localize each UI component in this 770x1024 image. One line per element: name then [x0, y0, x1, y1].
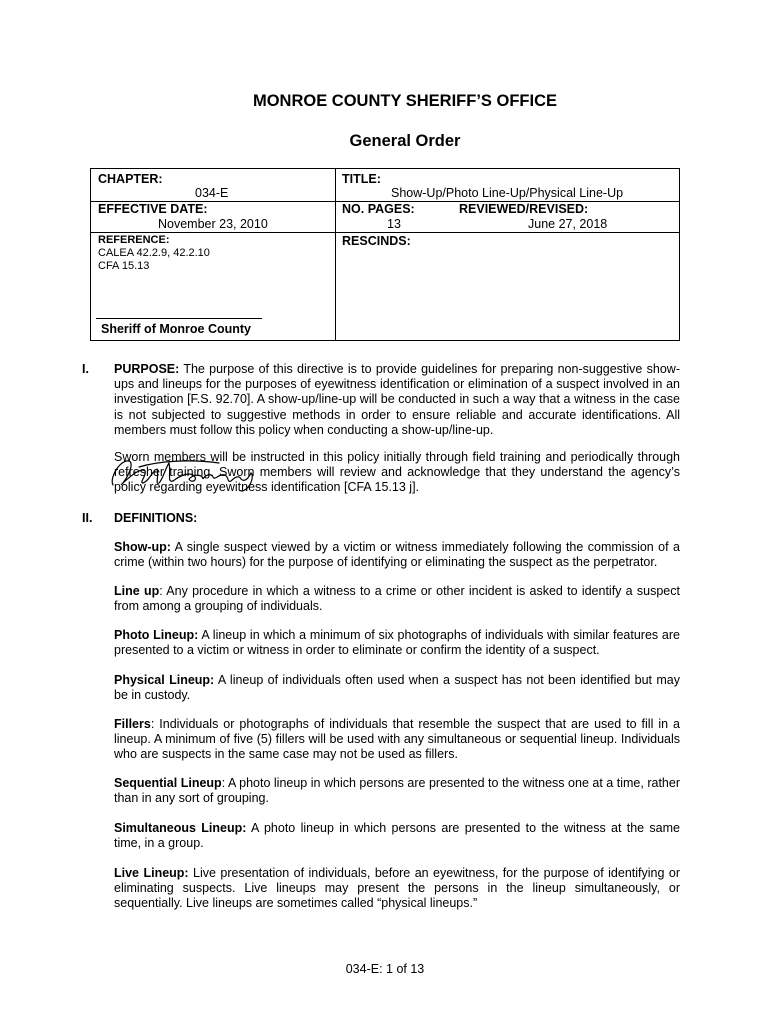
- definition-text: : A photo lineup in which persons are presented to the witness one at a time, rather than in any sort of grouping.: [114, 776, 681, 806]
- purpose-text: The purpose of this directive is to provide guidelines for preparing non-suggestive show-ups and lineups for the purposes of eyewitness identification or elimination of a suspect involved in an investigation [F.S. 92.70]. A show-up/line-up will be conducted in such a way that a witness in the case is not subjected to suggestive methods in order to ensure reliable and accurate identifications. All members must follow this policy when conducting a show-up/line-up.: [114, 362, 680, 437]
- definition-fillers: [114, 717, 680, 763]
- chapter-label: CHAPTER:: [98, 172, 163, 186]
- definition-term: Sequential Lineup: [114, 776, 222, 790]
- definition-term: Physical Lineup:: [114, 673, 215, 687]
- pages-label: NO. PAGES:: [342, 202, 415, 216]
- definition-photo-lineup: [114, 628, 680, 658]
- reference-line-1: CALEA 42.2.9, 42.2.10: [98, 247, 210, 259]
- definition-lineup: [114, 584, 680, 614]
- definition-term: Photo Lineup:: [114, 628, 199, 642]
- section-number: I.: [82, 362, 89, 376]
- definition-text: A photo lineup in which persons are presented to the witness at the same time, in a group.: [114, 821, 680, 851]
- definition-term: Live Lineup:: [114, 866, 189, 880]
- definition-text: : Individuals or photographs of individuals that resemble the suspect that are used to fill in a lineup. A minimum of five (5) fillers will be used with any simultaneous or sequential lineup. Individuals who are suspects in the same case may not be used as fillers.: [114, 717, 680, 762]
- definition-physical-lineup: [114, 673, 680, 703]
- definition-sequential-lineup: [114, 776, 680, 806]
- chapter-value: 034-E: [195, 186, 229, 200]
- reviewed-label: REVIEWED/REVISED:: [459, 202, 589, 216]
- purpose-label: PURPOSE:: [114, 362, 180, 376]
- section-number: II.: [82, 511, 93, 525]
- signature-line: [96, 318, 262, 319]
- reference-label: REFERENCE:: [98, 234, 170, 246]
- definition-text: A lineup in which a minimum of six photographs of individuals with similar features are presented to a victim or witness in order to eliminate or confirm the identity of a suspect.: [114, 628, 680, 658]
- definition-simultaneous-lineup: [114, 821, 680, 851]
- signature-caption: Sheriff of Monroe County: [101, 322, 251, 336]
- page-number: 034-E: 1 of 13: [345, 962, 425, 976]
- definition-showup: [114, 540, 680, 570]
- table-divider: [91, 232, 679, 233]
- definition-term: Fillers: [114, 717, 151, 731]
- table-divider: [335, 169, 336, 340]
- definition-term: Line up: [114, 584, 160, 598]
- rescinds-label: RESCINDS:: [342, 234, 411, 248]
- reference-line-2: CFA 15.13: [98, 260, 150, 272]
- definition-text: Live presentation of individuals, before an eyewitness, for the purpose of identifying or eliminating suspects. Live lineups may present the persons in the lineup simultaneously, or sequentially. Live lineups are sometimes called “physical lineups.”: [114, 866, 680, 911]
- definition-term: Show-up:: [114, 540, 171, 554]
- definitions-heading: DEFINITIONS:: [114, 511, 198, 525]
- definition-text: A single suspect viewed by a victim or witness immediately following the commission of a crime (within two hours) for the purpose of identifying or eliminating the suspect as the perpetrator.: [114, 540, 680, 570]
- definition-live-lineup: [114, 866, 680, 912]
- definition-text: A lineup of individuals often used when a suspect has not been identified but may be in custody.: [114, 673, 680, 703]
- title-label: TITLE:: [342, 172, 381, 186]
- reviewed-value: June 27, 2018: [528, 217, 608, 231]
- pages-value: 13: [387, 217, 401, 231]
- purpose-paragraph: [114, 362, 680, 438]
- effective-date-value: November 23, 2010: [158, 217, 268, 231]
- definition-term: Simultaneous Lineup:: [114, 821, 247, 835]
- effective-date-label: EFFECTIVE DATE:: [98, 202, 208, 216]
- agency-title: MONROE COUNTY SHERIFF’S OFFICE: [252, 92, 558, 110]
- document-type: General Order: [349, 132, 461, 150]
- definition-text: : Any procedure in which a witness to a crime or other incident is asked to identify a suspect from among a grouping of individuals.: [114, 584, 680, 614]
- training-paragraph: Sworn members will be instructed in this policy initially through field training and periodically through refresher training. Sworn members will review and acknowledge that they understand the agency’s policy regarding eyewitness identification [CFA 15.13 j].: [114, 450, 680, 495]
- title-value: Show-Up/Photo Line-Up/Physical Line-Up: [391, 186, 624, 200]
- info-table: [90, 168, 680, 341]
